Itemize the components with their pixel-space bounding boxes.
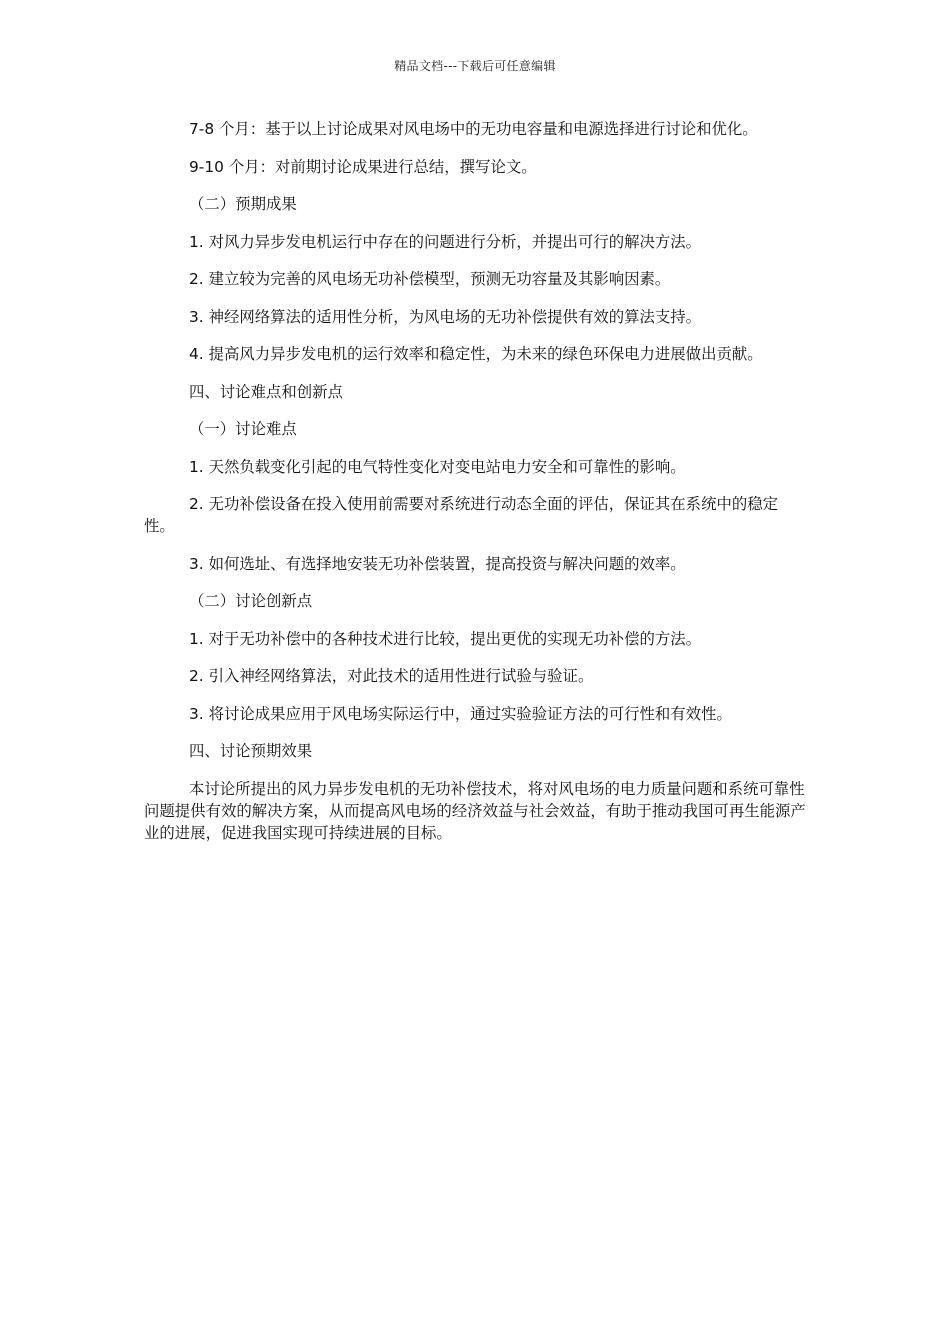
list-item: 1. 对风力异步发电机运行中存在的问题进行分析，并提出可行的解决方法。 [189, 232, 702, 251]
list-item: 1. 对于无功补偿中的各种技术进行比较，提出更优的实现无功补偿的方法。 [189, 629, 702, 648]
list-item: 2. 建立较为完善的风电场无功补偿模型，预测无功容量及其影响因素。 [189, 270, 671, 288]
paragraph-schedule-9-10: 9-10 个月：对前期讨论成果进行总结，撰写论文。 [189, 157, 537, 176]
page-header: 精品文档---下载后可任意编辑 [394, 59, 556, 73]
subsection-heading-innovations: （二）讨论创新点 [189, 592, 313, 610]
list-item: 4. 提高风力异步发电机的运行效率和稳定性，为未来的绿色环保电力进展做出贡献。 [189, 345, 763, 363]
list-item: 3. 如何选址、有选择地安装无功补偿装置，提高投资与解决问题的效率。 [189, 554, 686, 573]
paragraph-summary: 本讨论所提出的风力异步发电机的无功补偿技术，将对风电场的电力质量问题和系统可靠性问题提供有效的解决方案，从而提高风电场的经济效益与社会效益，有助于推动我国可再生能源产业的进展，促进我国实现可持续进展的目标。 [144, 779, 806, 842]
list-item: 2. 无功补偿设备在投入使用前需要对系统进行动态全面的评估，保证其在系统中的稳定性。 [144, 495, 779, 535]
list-item: 3. 神经网络算法的适用性分析，为风电场的无功补偿提供有效的算法支持。 [189, 307, 702, 326]
list-item: 1. 天然负载变化引起的电气特性变化对变电站电力安全和可靠性的影响。 [189, 457, 686, 476]
list-item: 2. 引入神经网络算法，对此技术的适用性进行试验与验证。 [189, 667, 594, 685]
section-heading-expected-results: （二）预期成果 [189, 195, 297, 213]
paragraph-schedule-7-8: 7-8 个月：基于以上讨论成果对风电场中的无功电容量和电源选择进行讨论和优化。 [189, 120, 758, 138]
subsection-heading-difficulties: （一）讨论难点 [189, 420, 297, 438]
section-heading-difficulties-innovations: 四、讨论难点和创新点 [189, 382, 343, 401]
document-body [144, 118, 806, 859]
section-heading-expected-effects: 四、讨论预期效果 [189, 742, 313, 760]
list-item: 3. 将讨论成果应用于风电场实际运行中，通过实验验证方法的可行性和有效性。 [189, 704, 732, 723]
